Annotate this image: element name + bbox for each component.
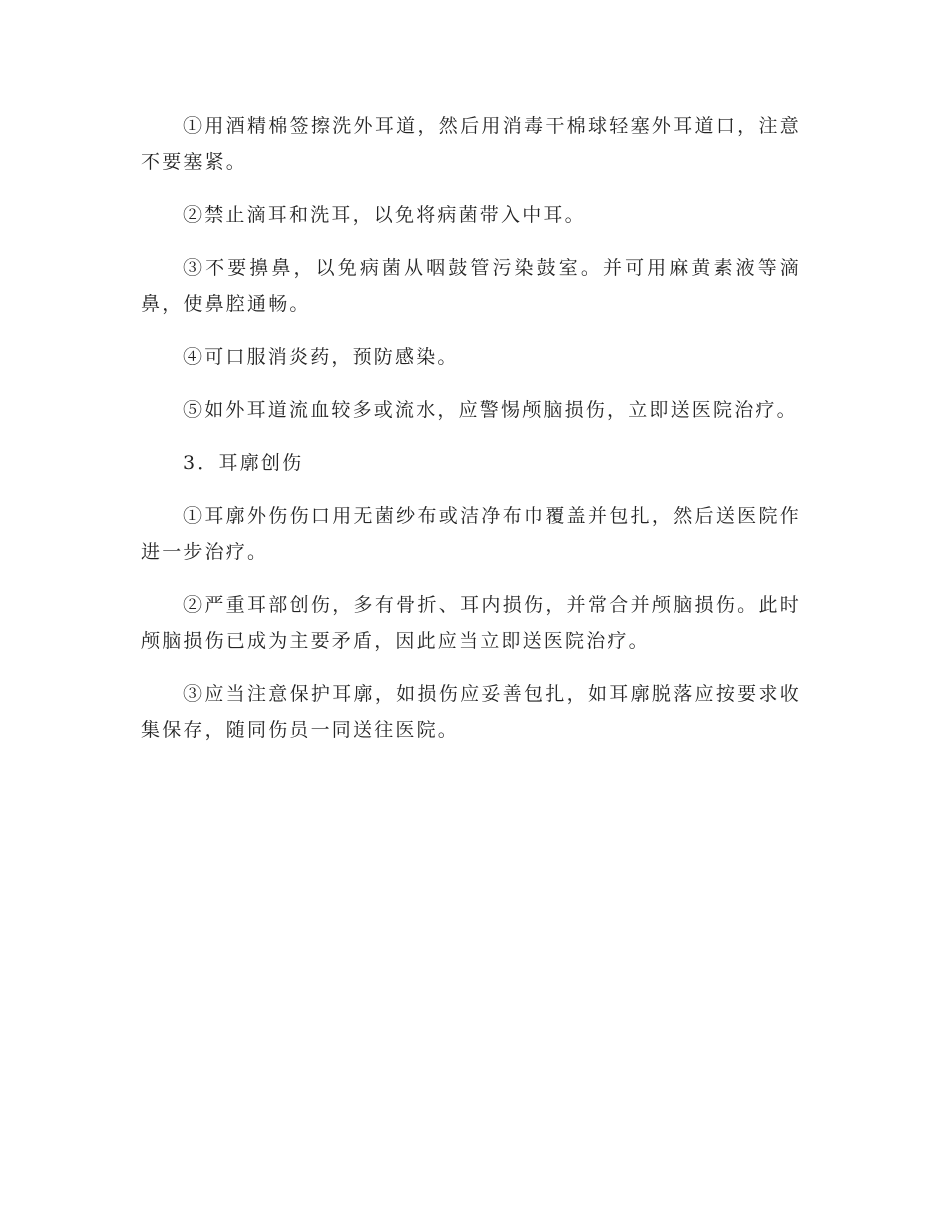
paragraph-no-nose-blowing: ③不要擤鼻，以免病菌从咽鼓管污染鼓室。并可用麻黄素液等滴鼻，使鼻腔通畅。 xyxy=(141,257,801,315)
paragraph-bleeding-warning: ⑤如外耳道流血较多或流水，应警惕颅脑损伤，立即送医院治疗。 xyxy=(183,399,798,421)
paragraph-protect-auricle: ③应当注意保护耳廓，如损伤应妥善包扎，如耳廓脱落应按要求收集保存，随同伤员一同送往医院。 xyxy=(141,683,801,741)
paragraph-anti-inflammatory: ④可口服消炎药，预防感染。 xyxy=(183,346,459,368)
document-body xyxy=(141,108,801,765)
paragraph-cotton-swab: ①用酒精棉签擦洗外耳道，然后用消毒干棉球轻塞外耳道口，注意不要塞紧。 xyxy=(141,115,801,173)
paragraph-no-ear-drops: ②禁止滴耳和洗耳，以免将病菌带入中耳。 xyxy=(183,204,586,226)
paragraph-severe-injury: ②严重耳部创伤，多有骨折、耳内损伤，并常合并颅脑损伤。此时颅脑损伤已成为主要矛盾，因此应当立即送医院治疗。 xyxy=(141,594,801,652)
paragraph-auricle-dressing: ①耳廓外伤伤口用无菌纱布或洁净布巾覆盖并包扎，然后送医院作进一步治疗。 xyxy=(141,505,801,563)
section-heading-auricle-injury: 3．耳廓创伤 xyxy=(183,452,304,474)
